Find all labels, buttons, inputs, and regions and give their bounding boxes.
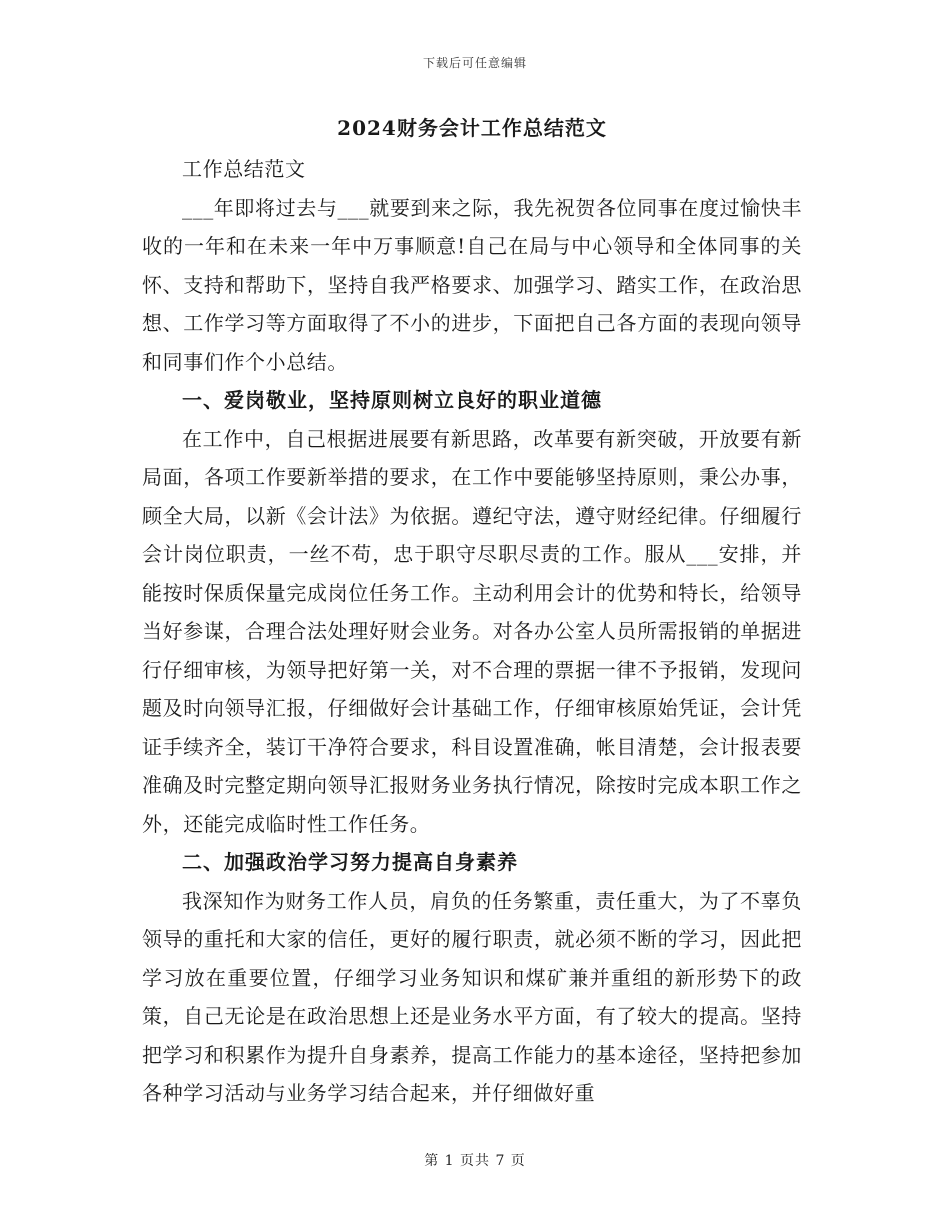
header-note: 下载后可任意编辑 xyxy=(422,56,527,70)
intro-paragraph: ___年即将过去与___就要到来之际，我先祝贺各位同事在度过愉快丰收的一年和在未来一年中万事顺意!自己在局与中心领导和全体同事的关怀、支持和帮助下，坚持自我严格要求、加强学习、踏实工作，在政治思想、工作学习等方面取得了不小的进步，下面把自己各方面的表现向领导和同事们作个小总结。 xyxy=(142,195,802,374)
section-heading-1: 一、爱岗敬业，坚持原则树立良好的职业道德 xyxy=(182,388,602,412)
intro-label: 工作总结范文 xyxy=(182,157,306,181)
document-title: 2024财务会计工作总结范文 xyxy=(337,116,607,140)
section-heading-2: 二、加强政治学习努力提高自身素养 xyxy=(182,850,518,874)
section-1-paragraph: 在工作中，自己根据进展要有新思路，改革要有新突破，开放要有新局面，各项工作要新举措的要求，在工作中要能够坚持原则，秉公办事，顾全大局，以新《会计法》为依据。遵纪守法，遵守财经纪律。仔细履行会计岗位职责，一丝不苟，忠于职守尽职尽责的工作。服从___安排，并能按时保质保量完成岗位任务工作。主动利用会计的优势和特长，给领导当好参谋，合理合法处理好财会业务。对各办公室人员所需报销的单据进行仔细审核，为领导把好第一关，对不合理的票据一律不予报销，发现问题及时向领导汇报，仔细做好会计基础工作，仔细审核原始凭证，会计凭证手续齐全，装订干净符合要求，科目设置准确，帐目清楚，会计报表要准确及时完整定期向领导汇报财务业务执行情况，除按时完成本职工作之外，还能完成临时性工作任务。 xyxy=(142,426,802,836)
section-2-paragraph: 我深知作为财务工作人员，肩负的任务繁重，责任重大，为了不辜负领导的重托和大家的信任，更好的履行职责，就必须不断的学习，因此把学习放在重要位置，仔细学习业务知识和煤矿兼并重组的新形势下的政策，自己无论是在政治思想上还是业务水平方面，有了较大的提高。坚持把学习和积累作为提升自身素养，提高工作能力的基本途径，坚持把参加各种学习活动与业务学习结合起来，并仔细做好重 xyxy=(142,888,802,1105)
document-body xyxy=(142,112,802,1113)
page-footer: 第 1 页共 7 页 xyxy=(424,1153,526,1169)
